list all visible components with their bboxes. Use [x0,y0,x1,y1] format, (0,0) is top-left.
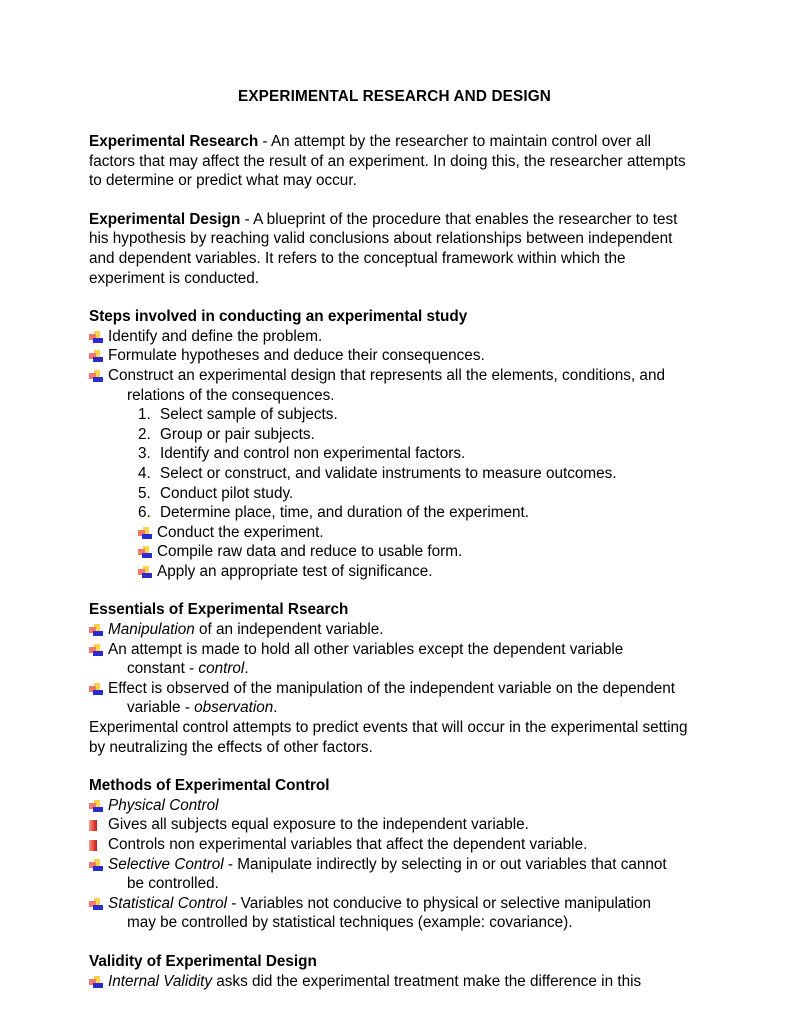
numbered-list-item [138,464,700,484]
list-item-number: 3. [138,445,151,463]
cross-bullet-icon [89,976,104,990]
definition-body: An attempt by the researcher to maintain control over all factors that may affect the result of an experiment. In doing this, the researcher attempts to determine or predict what may occur. [89,133,686,190]
list-item-continuation: may be controlled by statistical techniques (example: covariance). [127,914,573,932]
cross-bullet-icon [89,331,104,345]
definition-paragraph-experimental-design [89,210,700,288]
definition-term: Experimental Research [89,133,259,150]
list-item-label: Conduct the experiment. [157,523,324,541]
section-spacer [89,581,700,600]
list-item-label [108,972,700,992]
list-item [89,679,700,718]
definition-dash: - [258,133,271,150]
cross-bullet-icon [89,370,104,384]
list-item-text: asks did the experimental treatment make the difference in this [212,972,642,990]
cross-bullet-icon [89,859,104,873]
cross-bullet-icon [138,566,153,580]
list-item-label: Effect is observed of the manipulation of the independent variable on the dependent [108,679,675,697]
list-item-label: Identify and control non experimental factors. [160,445,466,463]
list-item-number: 6. [138,504,151,522]
emphasis-term: Physical Control [108,796,219,814]
list-item-text: - Manipulate indirectly by selecting in or out variables that cannot [223,855,667,873]
cross-bullet-icon [89,898,104,912]
list-item [138,562,700,582]
essentials-bullet-list [89,620,700,718]
steps-sub-bullet-list [138,523,700,582]
section-heading-essentials: Essentials of Experimental Rsearch [89,601,349,619]
section-heading-validity: Validity of Experimental Design [89,952,317,970]
numbered-list-item [138,484,700,504]
list-item-number: 1. [138,406,151,424]
list-item-label: Determine place, time, and duration of the experiment. [160,504,530,522]
list-item-label: Identify and define the problem. [108,327,323,345]
list-item-label [108,620,700,640]
continuation-text: constant - [127,660,199,678]
list-item [89,796,700,816]
section-heading-methods: Methods of Experimental Control [89,777,330,795]
red-square-bullet-icon [89,839,104,853]
steps-bullet-list [89,327,700,405]
list-item [89,327,700,347]
cross-bullet-icon [138,546,153,560]
list-item [89,894,700,933]
red-square-bullet-icon [89,819,104,833]
continuation-text: variable - [127,699,195,717]
emphasis-term: Manipulation [108,621,195,639]
validity-bullet-list [89,972,700,992]
list-item-number: 4. [138,464,151,482]
list-item-label: Formulate hypotheses and deduce their consequences. [108,347,485,365]
list-item-label: Group or pair subjects. [160,425,315,443]
emphasis-term: Selective Control [108,855,224,873]
cross-bullet-icon [89,800,104,814]
numbered-list-item [138,503,700,523]
definition-body: A blueprint of the procedure that enables the researcher to test his hypothesis by reaching valid conclusions about relationships between independent and dependent variables. It refers to the conceptual framework within which the experiment is conducted. [89,210,678,287]
list-item [89,620,700,640]
definition-paragraph-experimental-research [89,132,700,191]
list-item-number: 2. [138,425,151,443]
cross-bullet-icon [138,527,153,541]
list-item [89,346,700,366]
emphasis-term: observation [194,699,274,717]
emphasis-term: Internal Validity [108,972,213,990]
list-item-continuation [127,659,700,679]
list-item [89,815,700,835]
emphasis-term: Statistical Control [108,894,228,912]
list-item-label [108,796,700,816]
list-item [89,972,700,992]
section-heading-steps: Steps involved in conducting an experimental study [89,308,468,326]
list-item-label: Conduct pilot study. [160,484,294,502]
list-item-continuation [127,698,700,718]
section-spacer [89,933,700,952]
list-item-label [108,855,700,875]
list-item-label: Gives all subjects equal exposure to the independent variable. [108,816,529,834]
steps-numbered-list [138,405,700,523]
page-title: EXPERIMENTAL RESEARCH AND DESIGN [237,88,552,105]
essentials-closing-paragraph: Experimental control attempts to predict events that will occur in the experimental setting by neutralizing the effects of other factors. [89,719,688,756]
list-item-label: Construct an experimental design that represents all the elements, conditions, and [108,366,665,384]
cross-bullet-icon [89,644,104,658]
cross-bullet-icon [89,624,104,638]
definition-dash: - [240,210,254,228]
list-item [89,855,700,894]
list-item-label: Compile raw data and reduce to usable form. [157,543,463,561]
section-spacer [89,757,700,776]
list-item-label: Apply an appropriate test of significance. [157,562,433,580]
cross-bullet-icon [89,683,104,697]
list-item [89,835,700,855]
numbered-list-item [138,405,700,425]
numbered-list-item [138,425,700,445]
list-item-continuation: relations of the consequences. [127,386,335,404]
list-item-label [108,894,700,914]
list-item-label: An attempt is made to hold all other variables except the dependent variable [108,640,624,658]
list-item-text: of an independent variable. [194,621,384,639]
list-item [89,640,700,679]
definition-term: Experimental Design [89,210,241,228]
numbered-list-item [138,444,700,464]
list-item [89,366,700,405]
list-item-text: - Variables not conducive to physical or selective manipulation [227,894,652,912]
list-item-label: Controls non experimental variables that affect the dependent variable. [108,836,588,853]
continuation-tail: . [273,699,278,717]
cross-bullet-icon [89,350,104,364]
list-item [138,523,700,543]
list-item-continuation: be controlled. [127,875,219,893]
continuation-tail: . [244,660,249,678]
list-item-label: Select sample of subjects. [160,406,338,424]
methods-bullet-list [89,796,700,933]
list-item-number: 5. [138,484,151,502]
list-item [138,542,700,562]
emphasis-term: control [198,660,245,678]
list-item-label: Select or construct, and validate instruments to measure outcomes. [160,464,617,482]
